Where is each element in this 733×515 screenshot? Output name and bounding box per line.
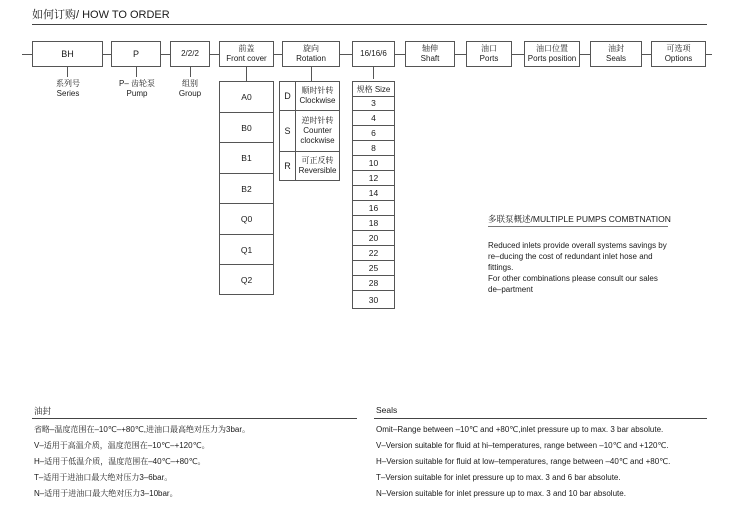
series-connector (67, 67, 68, 77)
seal-en-line: Omit–Range between –10℃ and +80℃,inlet pressure up to max. 3 bar absolute. (376, 425, 664, 434)
rotation-option-cn: 顺时针转 (301, 86, 334, 95)
header-ports-position-box (524, 41, 580, 67)
seal-en-line: H–Version suitable for fluid at low–temperatures, range between –40℃ and +80℃. (376, 457, 671, 466)
front-cover-option (220, 235, 273, 265)
multiple-pumps-para1: Reduced inlets provide overall systems savings by re–ducing the cost of redundant inlet hose and fittings. (488, 241, 667, 272)
front-cover-option (220, 204, 273, 235)
header-group-value: 2/2/2 (181, 49, 199, 58)
size-option: 18 (353, 216, 394, 231)
front-cover-option-label: B0 (241, 122, 252, 133)
size-connector (373, 67, 374, 79)
header-rotation-cn: 旋向 (303, 44, 319, 53)
group-label (172, 79, 208, 99)
group-label-cn: 组别 (182, 79, 198, 88)
rotation-option-letter: D (280, 82, 296, 110)
pump-label-cn: P– 齿轮泵 (118, 79, 155, 88)
seal-cn-line: V–适用于高温介质，温度范围在–10℃–+120℃。 (34, 441, 210, 450)
rotation-option-letter: S (280, 111, 296, 151)
header-size-box (352, 41, 395, 67)
header-group-box (170, 41, 210, 67)
size-option: 6 (353, 126, 394, 141)
header-pump-box (111, 41, 161, 67)
rotation-option (280, 111, 339, 152)
size-option: 20 (353, 231, 394, 246)
rotation-connector (311, 67, 312, 81)
rotation-option-text (296, 82, 339, 110)
group-connector (190, 67, 191, 77)
front-cover-option-label: Q1 (240, 244, 253, 255)
pump-label (112, 79, 162, 99)
header-front-cover-box (219, 41, 274, 67)
header-shaft-cn: 轴伸 (422, 44, 438, 53)
size-option: 16 (353, 201, 394, 216)
header-seals-cn: 油封 (608, 44, 624, 53)
front-cover-option-label: Q2 (240, 274, 253, 285)
rotation-option-text (296, 152, 339, 180)
front-cover-option (220, 143, 273, 174)
pump-label-en: Pump (126, 89, 148, 98)
size-option: 28 (353, 276, 394, 291)
group-label-en: Group (178, 89, 202, 98)
size-option: 4 (353, 111, 394, 126)
seal-cn-line: 省略–温度范围在–10℃–+80℃,进油口最高绝对压力为3bar。 (34, 425, 251, 434)
rotation-option-en: Clockwise (299, 96, 336, 105)
front-cover-option (220, 174, 273, 204)
front-cover-option (220, 113, 273, 143)
header-series-value: BH (61, 49, 74, 59)
header-rotation-box (282, 41, 340, 67)
header-ports-position-cn: 油口位置 (536, 44, 568, 53)
rotation-option-en: Counter clockwise (300, 126, 335, 145)
front-cover-options (219, 81, 274, 295)
rotation-option (280, 82, 339, 111)
header-seals-en: Seals (605, 54, 626, 63)
front-cover-option-label: B1 (241, 153, 252, 163)
header-rotation-en: Rotation (296, 54, 326, 63)
size-option: 12 (353, 171, 394, 186)
seal-cn-line: H–适用于低温介质，温度范围在–40℃–+80℃。 (34, 457, 206, 466)
multiple-pumps-title: 多联泵概述/MULTIPLE PUMPS COMBTNATION (488, 214, 671, 224)
size-options (352, 81, 395, 309)
seals-cn-title: 油封 (34, 406, 52, 416)
size-option: 25 (353, 261, 394, 276)
multiple-pumps-divider (488, 226, 668, 227)
rotation-options (279, 81, 340, 181)
seal-cn-line: T–适用于进油口最大绝对压力3–6bar。 (34, 473, 173, 482)
front-cover-option (220, 82, 273, 113)
header-size-value: 16/16/6 (360, 49, 387, 58)
size-option: 14 (353, 186, 394, 201)
header-shaft-box (405, 41, 455, 67)
rotation-option-letter: R (280, 152, 296, 180)
header-ports-box (466, 41, 512, 67)
seal-en-line: T–Version suitable for inlet pressure up to max. 3 and 6 bar absolute. (376, 473, 621, 482)
size-option: 8 (353, 141, 394, 156)
seal-en-line: N–Version suitable for inlet pressure up to max. 3 and 10 bar absolute. (376, 489, 626, 498)
title-divider (32, 24, 707, 25)
pump-connector (136, 67, 137, 77)
seals-cn-divider (32, 418, 357, 419)
rotation-option-cn: 逆时针转 (301, 116, 334, 125)
front-cover-option-label: B2 (241, 183, 252, 194)
size-header: 规格 Size (353, 82, 394, 97)
header-shaft-en: Shaft (420, 54, 440, 63)
page-title: 如何订购/ HOW TO ORDER (32, 9, 170, 21)
rotation-option (280, 152, 339, 180)
header-ports-position-en: Ports position (527, 54, 577, 63)
rotation-option-cn: 可正反转 (301, 156, 334, 165)
header-options-en: Options (664, 54, 693, 63)
header-ports-en: Ports (479, 54, 499, 63)
front-cover-option (220, 265, 273, 294)
front-cover-connector (246, 67, 247, 81)
series-label (50, 79, 86, 99)
header-options-box (651, 41, 706, 67)
header-pump-value: P (132, 49, 139, 59)
seals-en-title: Seals (376, 405, 398, 415)
header-seals-box (590, 41, 642, 67)
header-front-cover-cn: 前盖 (238, 44, 255, 53)
multiple-pumps-para2: For other combinations please consult our sales de–partment (488, 274, 658, 294)
size-option: 10 (353, 156, 394, 171)
series-label-cn: 系列号 (56, 79, 80, 88)
seals-en-divider (374, 418, 707, 419)
rotation-option-en: Reversible (298, 166, 337, 175)
size-option: 22 (353, 246, 394, 261)
seal-en-line: V–Version suitable for fluid at hi–temperatures, range between –10℃ and +120℃. (376, 441, 669, 450)
size-option: 30 (368, 294, 379, 305)
front-cover-option-label: A0 (241, 92, 252, 102)
header-series-box (32, 41, 103, 67)
header-front-cover-en: Front cover (226, 54, 267, 63)
series-label-en: Series (56, 89, 80, 98)
header-ports-cn: 油口 (481, 44, 497, 53)
seal-cn-line: N–适用于进油口最大绝对压力3–10bar。 (34, 489, 178, 498)
size-option: 3 (353, 96, 394, 111)
header-options-cn: 可选项 (666, 44, 691, 53)
front-cover-option-label: Q0 (240, 214, 253, 224)
rotation-option-text (296, 111, 339, 151)
